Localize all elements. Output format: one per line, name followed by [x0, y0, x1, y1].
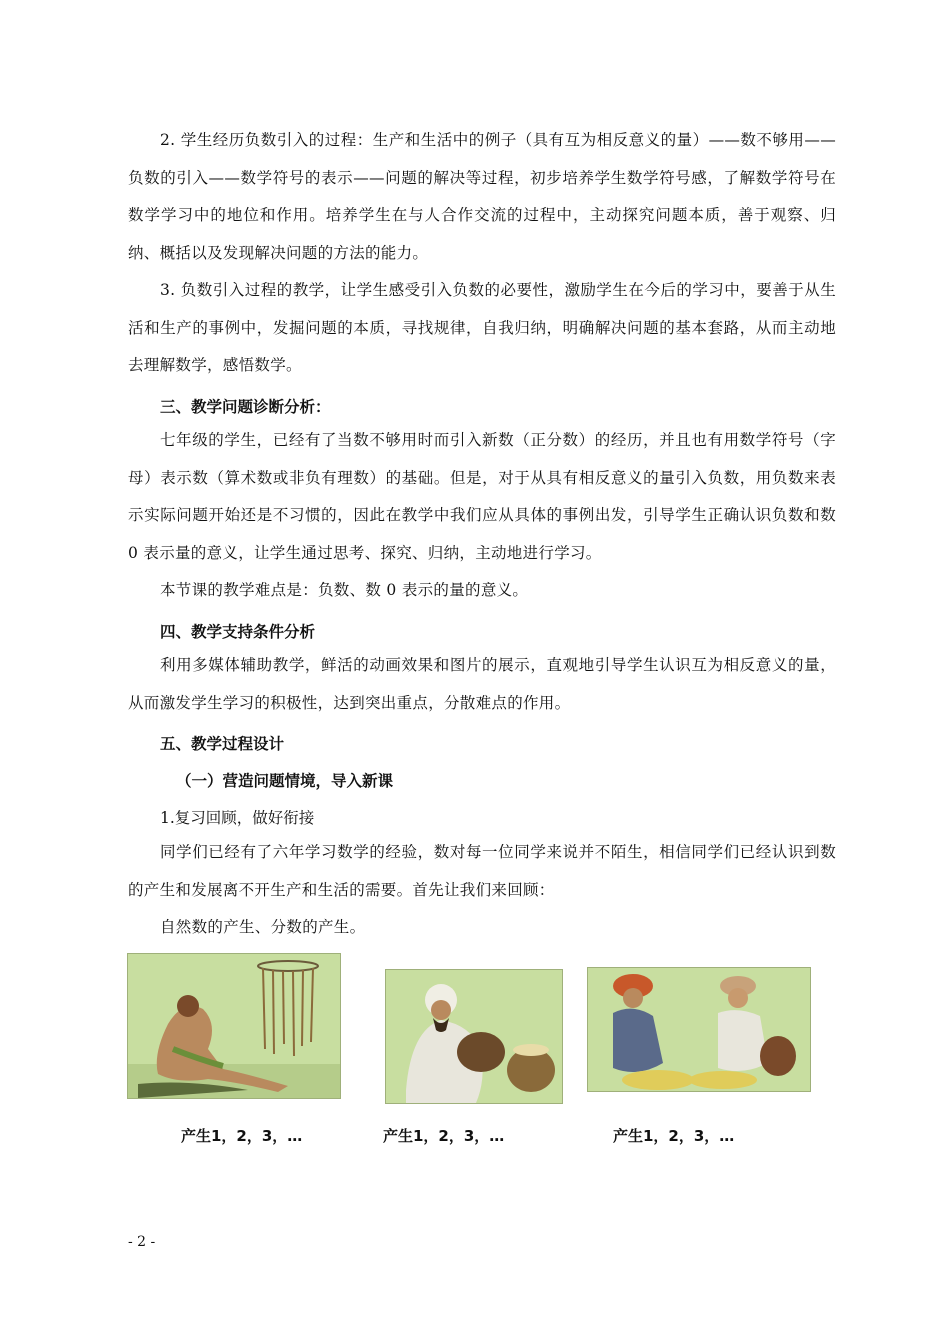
paragraph-goal-2: 2. 学生经历负数引入的过程：生产和生活中的例子（具有互为相反意义的量）——数不够用——负数的引入——数学符号的表示——问题的解决等过程，初步培养学生数学符号感，了解数学符号在数学学习中的地位和作用。培养学生在与人合作交流的过程中，主动探究问题本质，善于观察、归纳、概括以及发现解决问题的方法的能力。 — [128, 131, 836, 262]
illustration-grain-pot — [385, 969, 563, 1104]
section-heading-5: 五、教学过程设计 — [160, 735, 285, 753]
illustration-knot-counting — [127, 953, 341, 1099]
step-review: 1.复习回顾，做好衔接 — [160, 809, 315, 827]
section-heading-4: 四、教学支持条件分析 — [160, 623, 316, 641]
illustration-dividing-grain — [587, 967, 811, 1092]
paragraph-difficulty: 本节课的教学难点是：负数、数 0 表示的量的意义。 — [160, 581, 529, 599]
caption-1: 产生1，2，3，… — [181, 1127, 303, 1145]
page-number: - 2 - — [128, 1234, 156, 1250]
paragraph-diagnosis: 七年级的学生，已经有了当数不够用时而引入新数（正分数）的经历，并且也有用数学符号（字母）表示数（算术数或非负有理数）的基础。但是，对于从具有相反意义的量引入负数，用负数来表示实际问题开始还是不习惯的，因此在教学中我们应从具体的事例出发，引导学生正确认识负数和数 0 表示量的意义，让学生通过思考、探究、归纳，主动地进行学习。 — [128, 431, 836, 562]
paragraph-goal-3: 3. 负数引入过程的教学，让学生感受引入负数的必要性，激励学生在今后的学习中，要善于从生活和生产的事例中，发掘问题的本质，寻找规律，自我归纳，明确解决问题的基本套路，从而主动地去理解数学，感悟数学。 — [128, 281, 836, 374]
paragraph-number-origin: 自然数的产生、分数的产生。 — [160, 918, 366, 936]
paragraph-support: 利用多媒体辅助教学，鲜活的动画效果和图片的展示，直观地引导学生认识互为相反意义的量，从而激发学生学习的积极性，达到突出重点，分散难点的作用。 — [128, 656, 836, 712]
section-heading-3: 三、教学问题诊断分析： — [160, 398, 331, 416]
caption-3: 产生1，2，3，… — [613, 1127, 735, 1145]
caption-2: 产生1，2，3，… — [383, 1127, 505, 1145]
subsection-heading-1: （一）营造问题情境，导入新课 — [176, 772, 394, 790]
paragraph-review: 同学们已经有了六年学习数学的经验，数对每一位同学来说并不陌生，相信同学们已经认识到数的产生和发展离不开生产和生活的需要。首先让我们来回顾： — [128, 843, 836, 899]
